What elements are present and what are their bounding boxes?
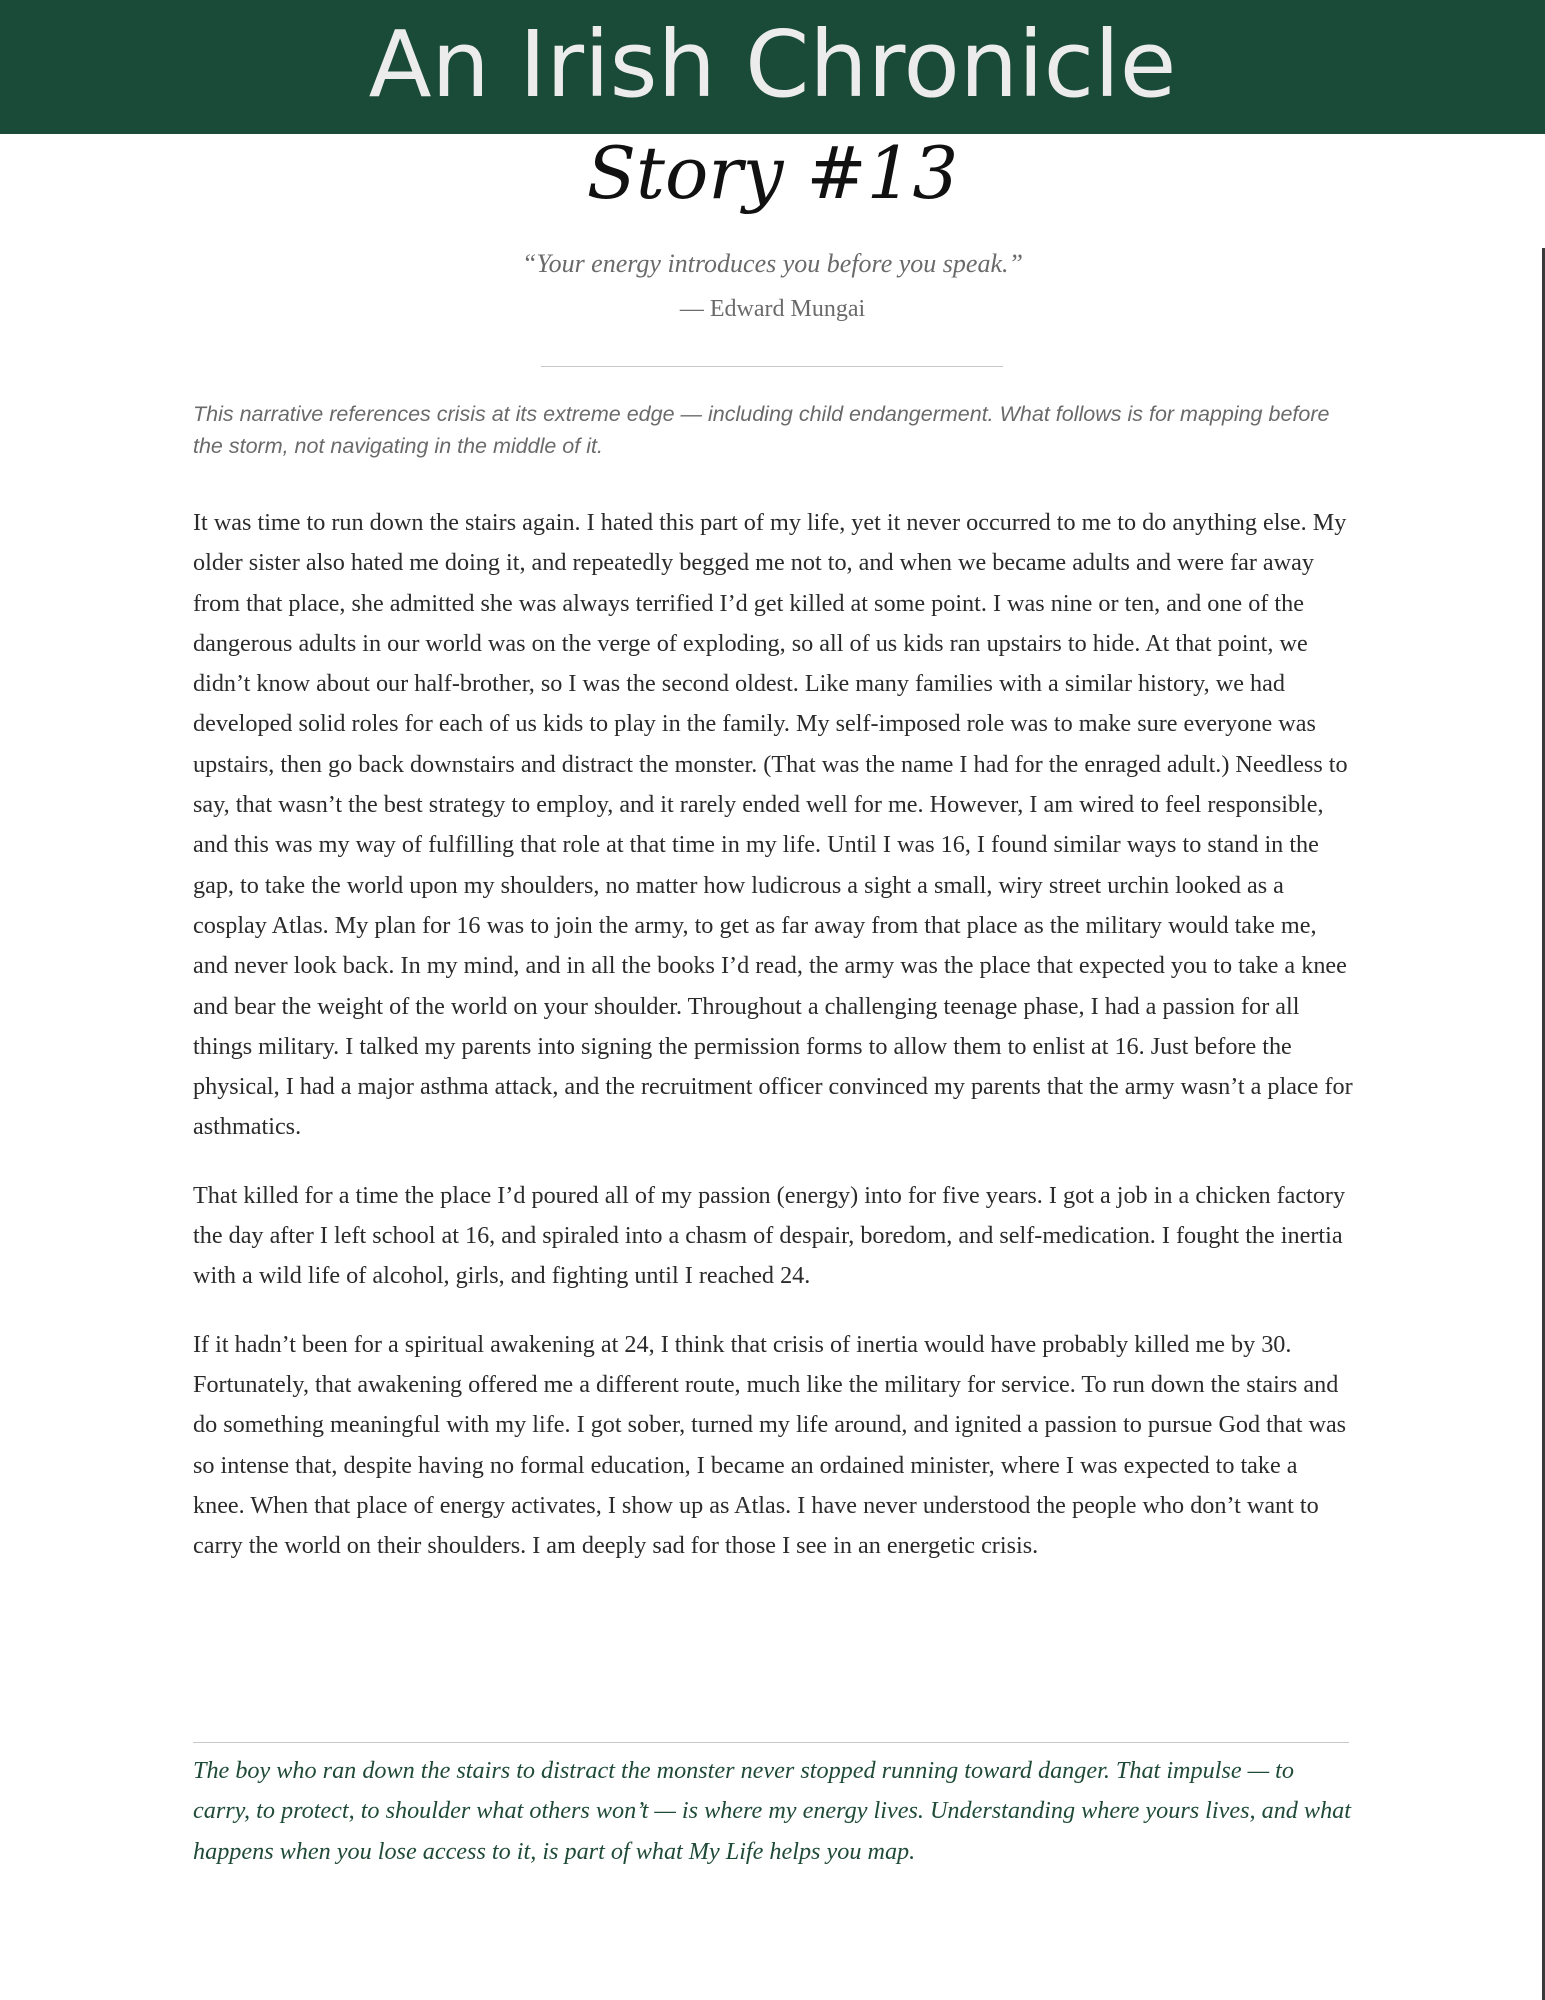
closing-divider (193, 1742, 1349, 1743)
story-heading: Story #13 (586, 131, 959, 215)
story-paragraph: It was time to run down the stairs again. I hated this part of my life, yet it never occurred to me to do anything else. My older sister also hated me doing it, and repeatedly begged me not to, and when we became adults and were far away from that place, she admitted she was always terrified I’d get killed at some point. I was nine or ten, and one of the dangerous adults in our world was on the verge of exploding, so all of us kids ran upstairs to hide. At that point, we didn’t know about our half-brother, so I was the second oldest. Like many families with a similar history, we had developed solid roles for each of us kids to play in the family. My self-imposed role was to make sure everyone was upstairs, then go back downstairs and distract the monster. (That was the name I had for the enraged adult.) Needless to say, that wasn’t the best strategy to employ, and it rarely ended well for me. However, I am wired to feel responsible, and this was my way of fulfilling that role at that time in my life. Until I was 16, I found similar ways to stand in the gap, to take the world upon my shoulders, no matter how ludicrous a sight a small, wiry street urchin looked as a cosplay Atlas. My plan for 16 was to join the army, to get as far away from that place as the military would take me, and never look back. In my mind, and in all the books I’d read, the army was the place that expected you to take a knee and bear the weight of the world on your shoulder. Throughout a challenging teenage phase, I had a passion for all things military. I talked my parents into signing the permission forms to allow them to enlist at 16. Just before the physical, I had a major asthma attack, and the recruitment officer convinced my parents that the army wasn’t a place for asthmatics. (193, 509, 1353, 1141)
section-divider (541, 366, 1003, 367)
masthead (0, 0, 1545, 134)
epigraph-quote: “Your energy introduces you before you speak.” (522, 249, 1023, 278)
story-paragraph: That killed for a time the place I’d poured all of my passion (energy) into for five years. I got a job in a chicken factory the day after I left school at 16, and spiraled into a chasm of despair, boredom, and self-medication. I fought the inertia with a wild life of alcohol, girls, and fighting until I reached 24. (193, 1181, 1346, 1290)
epigraph-attribution: — Edward Mungai (679, 296, 866, 322)
story-paragraph: If it hadn’t been for a spiritual awakening at 24, I think that crisis of inertia would have probably killed me by 30. Fortunately, that awakening offered me a different route, much like the military for service. To run down the stairs and do something meaningful with my life. I got sober, turned my life around, and ignited a passion to pursue God that was so intense that, despite having no formal education, I became an ordained minister, where I was expected to take a knee. When that place of energy activates, I show up as Atlas. I have never understood the people who don’t want to carry the world on their shoulders. I am deeply sad for those I see in an energetic crisis. (193, 1330, 1347, 1560)
story-body (193, 503, 1353, 1594)
closing-reflection: The boy who ran down the stairs to distract the monster never stopped running toward danger. That impulse — to carry, to protect, to shoulder what others won’t — is where my energy lives. Understanding where yours lives, and what happens when you lose access to it, is part of what My Life helps you map. (193, 1757, 1351, 1865)
publication-title: An Irish Chronicle (368, 11, 1177, 118)
content-warning: This narrative references crisis at its extreme edge — including child endangerment. What follows is for mapping before the storm, not navigating in the middle of it. (193, 402, 1330, 458)
